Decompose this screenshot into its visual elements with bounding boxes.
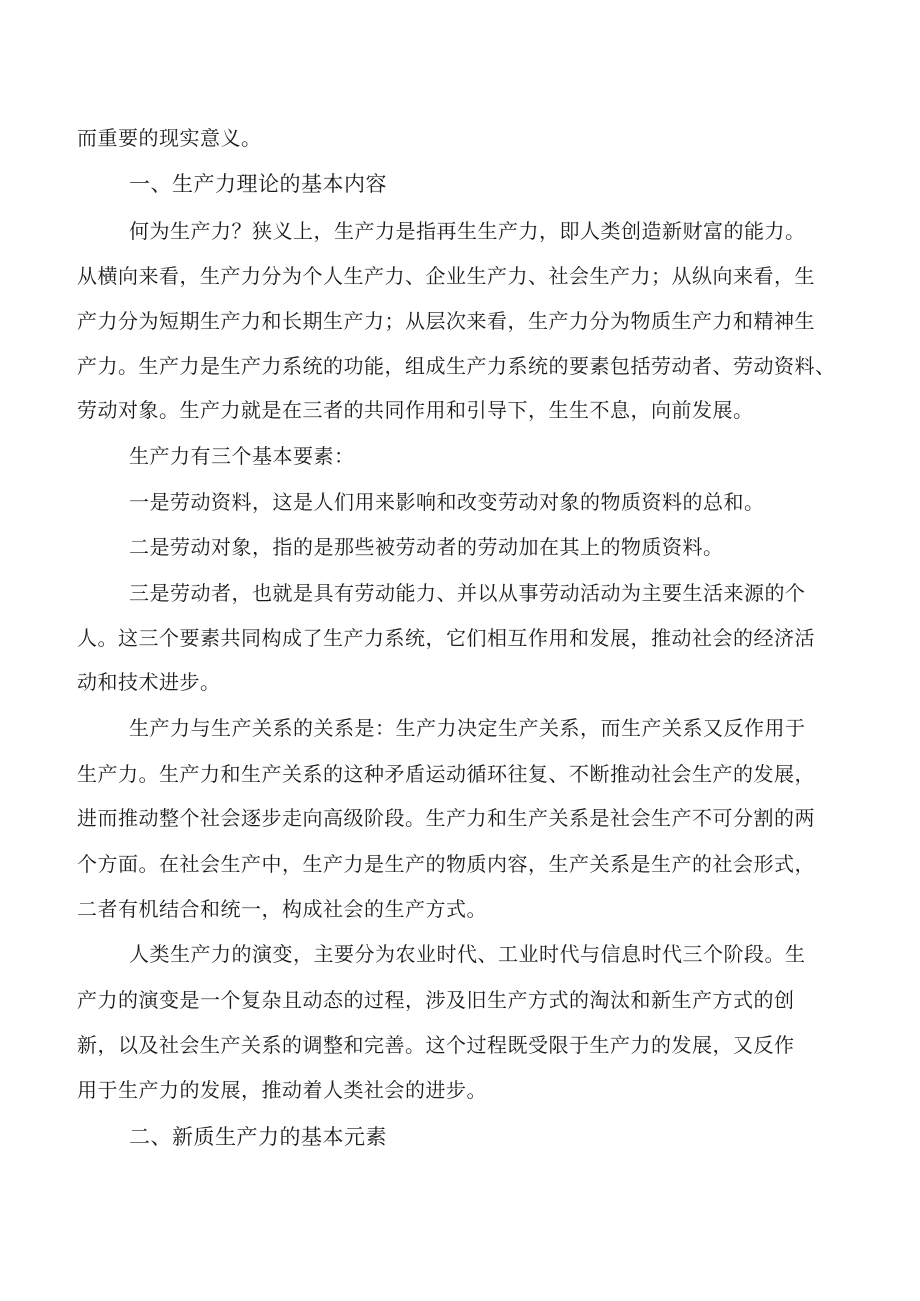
text-line: 个方面。在社会生产中，生产力是生产的物质内容，生产关系是生产的社会形式， bbox=[77, 852, 815, 876]
text-line: 生产力。生产力和生产关系的这种矛盾运动循环往复、不断推动社会生产的发展， bbox=[77, 762, 815, 786]
text-line: 产力的演变是一个复杂且动态的过程，涉及旧生产方式的淘汰和新生产方式的创 bbox=[77, 988, 795, 1012]
text-line: 用于生产力的发展，推动着人类社会的进步。 bbox=[77, 1078, 487, 1102]
text-line: 劳动对象。生产力就是在三者的共同作用和引导下，生生不息，向前发展。 bbox=[77, 398, 754, 422]
text-line: 而重要的现实意义。 bbox=[77, 126, 262, 150]
text-line: 进而推动整个社会逐步走向高级阶段。生产力和生产关系是社会生产不可分割的两 bbox=[77, 806, 815, 830]
text-line: 生产力与生产关系的关系是：生产力决定生产关系，而生产关系又反作用于 bbox=[129, 716, 806, 740]
text-line: 何为生产力？狭义上，生产力是指再生生产力，即人类创造新财富的能力。 bbox=[129, 219, 806, 243]
text-line: 人类生产力的演变，主要分为农业时代、工业时代与信息时代三个阶段。生 bbox=[129, 942, 806, 966]
text-line: 动和技术进步。 bbox=[77, 670, 221, 694]
section-heading: 一、生产力理论的基本内容 bbox=[129, 172, 387, 196]
text-line: 产力。生产力是生产力系统的功能，组成生产力系统的要素包括劳动者、劳动资料、 bbox=[77, 354, 836, 378]
section-heading: 二、新质生产力的基本元素 bbox=[129, 1125, 387, 1149]
text-line: 一是劳动资料，这是人们用来影响和改变劳动对象的物质资料的总和。 bbox=[129, 490, 765, 514]
text-line: 从横向来看，生产力分为个人生产力、企业生产力、社会生产力；从纵向来看，生 bbox=[77, 264, 815, 288]
text-line: 生产力有三个基本要素： bbox=[129, 444, 355, 468]
text-line: 二者有机结合和统一，构成社会的生产方式。 bbox=[77, 897, 487, 921]
text-line: 新，以及社会生产关系的调整和完善。这个过程既受限于生产力的发展，又反作 bbox=[77, 1033, 795, 1057]
text-line: 人。这三个要素共同构成了生产力系统，它们相互作用和发展，推动社会的经济活 bbox=[77, 626, 815, 650]
text-line: 产力分为短期生产力和长期生产力；从层次来看，生产力分为物质生产力和精神生 bbox=[77, 309, 815, 333]
text-line: 二是劳动对象，指的是那些被劳动者的劳动加在其上的物质资料。 bbox=[129, 535, 724, 559]
text-line: 三是劳动者，也就是具有劳动能力、并以从事劳动活动为主要生活来源的个 bbox=[129, 581, 806, 605]
